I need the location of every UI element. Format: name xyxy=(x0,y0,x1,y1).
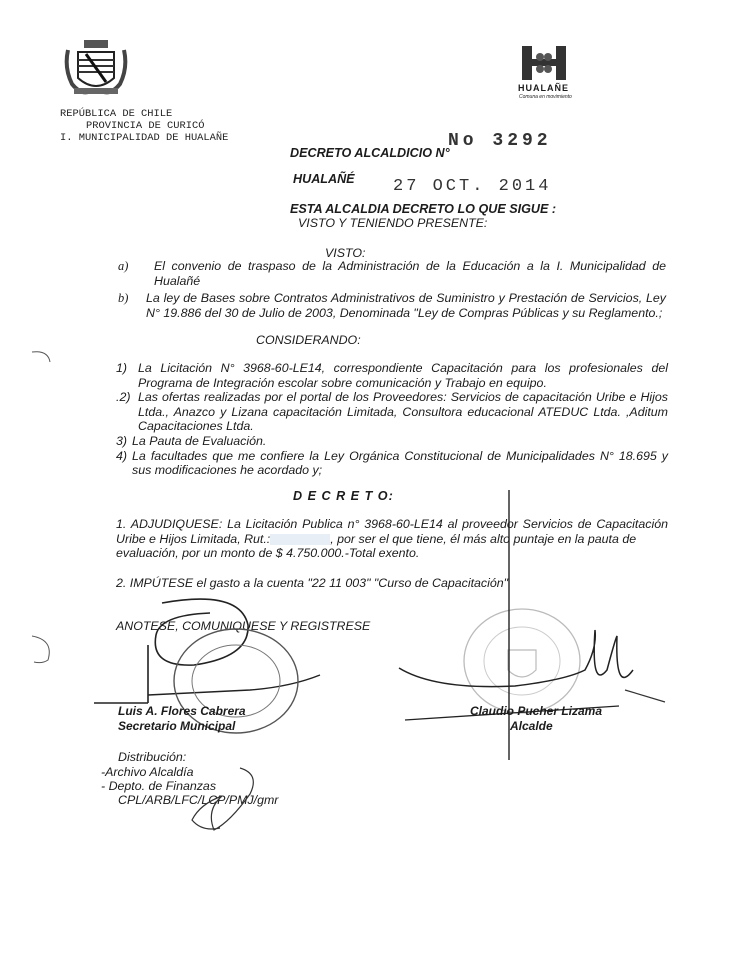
item-marker: 3) xyxy=(116,433,128,448)
decreto-heading: D E C R E T O: xyxy=(293,489,394,503)
distribution-line-3: CPL/ARB/LFC/LCP/PMJ/gmr xyxy=(118,793,279,807)
list-item xyxy=(116,449,668,478)
date-stamp: 27 OCT. 2014 xyxy=(393,177,552,196)
hualane-logo-icon xyxy=(520,44,568,82)
initials-scribble-icon xyxy=(180,760,270,840)
item-text: La ley de Bases sobre Contratos Administrativos de Suministro y Prestación de Servicios, Ley N° 19.886 del 30 de Julio de 2003, Denominada "Ley de Compras Públicas y su Reglamento.; xyxy=(146,291,666,320)
decreto-p1-line3: evaluación, por un monto de $ 4.750.000.-Total exento. xyxy=(116,546,420,561)
issuer-country: REPÚBLICA DE CHILE xyxy=(60,108,173,120)
distribution-line-2: - Depto. de Finanzas xyxy=(101,779,217,793)
considerando-heading: CONSIDERANDO: xyxy=(256,333,361,347)
decreto-p1-line1: 1. ADJUDIQUESE: La Licitación Publica n° 3968-60-LE14 al proveedor Servicios de Capacitación xyxy=(116,517,668,531)
item-text: La facultades que me confiere la Ley Orgánica Constitucional de Municipalidades N° 18.695 y sus modificaciones he acordado y; xyxy=(132,448,668,478)
item-text: La Pauta de Evaluación. xyxy=(132,433,267,448)
decree-intro: ESTA ALCALDIA DECRETO LO QUE SIGUE : xyxy=(290,202,557,216)
issuer-province: PROVINCIA DE CURICÓ xyxy=(86,120,205,132)
visto-list xyxy=(118,259,666,320)
item-marker: 1) xyxy=(116,361,128,375)
item-marker: b) xyxy=(118,291,129,306)
punch-hole-icon xyxy=(28,346,52,376)
right-signature-icon xyxy=(395,480,695,780)
list-item xyxy=(116,390,668,434)
decree-title: DECRETO ALCALDICIO N° xyxy=(290,146,450,160)
closing-line: ANOTESE, COMUNIQUESE Y REGISTRESE xyxy=(116,619,371,633)
item-text: Las ofertas realizadas por el portal de los Proveedores: Servicios de capacitación Uribe e Hijos Ltda., Anazco y Lizana capacitación Limitada, Consultora educacional ATEDUC Ltda. ,Aditum Capacitaciones Ltda. xyxy=(138,390,668,434)
coat-of-arms-logo xyxy=(64,38,128,98)
item-marker: a) xyxy=(118,259,129,273)
item-marker: 4) xyxy=(116,448,128,463)
issuer-block xyxy=(60,108,228,144)
punch-hole-icon xyxy=(28,632,56,666)
logo-text: HUALAÑE xyxy=(518,83,569,93)
considerando-list xyxy=(116,361,668,478)
decree-place: HUALAÑÉ xyxy=(293,172,355,186)
distribution-heading: Distribución: xyxy=(118,750,187,764)
item-text: La Licitación N° 3968-60-LE14, correspondiente Capacitación para los profesionales del Programa de Integración escolar sobre comunicación y Trabajo en equipo. xyxy=(138,361,668,390)
issuer-municipality: I. MUNICIPALIDAD DE HUALAÑE xyxy=(60,132,229,144)
decreto-paragraph-2: 2. IMPÚTESE el gasto a la cuenta "22 11 003" "Curso de Capacitación" xyxy=(116,576,509,590)
right-signer-role: Alcalde xyxy=(510,719,553,733)
logo-tagline: Comuna en movimiento xyxy=(519,94,572,100)
decreto-p1-line2-start: Uribe e Hijos Limitada, Rut.: xyxy=(116,531,271,546)
right-signer-name: Claudio Pucher Lizama xyxy=(470,704,603,718)
item-text: El convenio de traspaso de la Administración de la Educación a la I. Municipalidad de Hualañé xyxy=(154,259,666,288)
visto-heading: VISTO: xyxy=(325,246,366,260)
left-signer-name: Luis A. Flores Cabrera xyxy=(118,704,246,718)
item-marker: .2) xyxy=(116,390,131,405)
distribution-line-1: -Archivo Alcaldía xyxy=(101,765,194,779)
list-item xyxy=(118,291,666,320)
list-item xyxy=(116,434,668,449)
decree-number-stamp: No 3292 xyxy=(448,131,552,151)
left-signer-role: Secretario Municipal xyxy=(118,719,236,733)
decreto-p1-line2-rest: , por ser el que tiene, él más alto puntaje en la pauta de xyxy=(330,531,637,546)
list-item xyxy=(116,361,668,390)
decree-intro-sub: VISTO Y TENIENDO PRESENTE: xyxy=(298,216,488,230)
list-item xyxy=(118,259,666,288)
redacted-rut xyxy=(270,534,330,545)
